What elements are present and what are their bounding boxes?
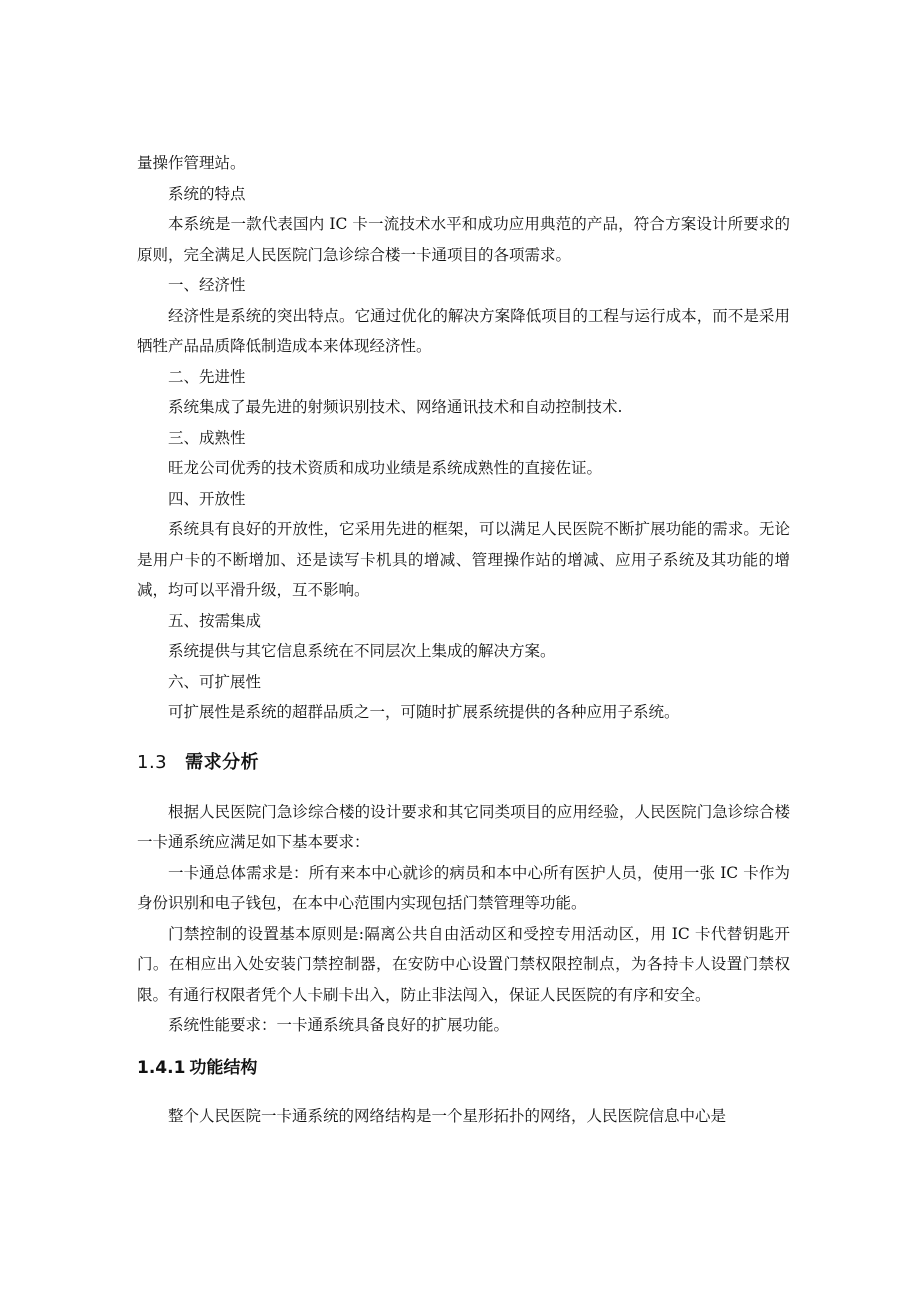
paragraph-card-requirements: 一卡通总体需求是：所有来本中心就诊的病员和本中心所有医护人员，使用一张 IC 卡作为身份识别和电子钱包，在本中心范围内实现包括门禁管理等功能。 [137, 863, 790, 912]
section-heading-1-4-1 [137, 1053, 790, 1083]
paragraph-advanced: 系统集成了最先进的射频识别技术、网络通讯技术和自动控制技术. [168, 398, 623, 416]
section-heading-1-3 [137, 748, 790, 778]
item-heading-advanced: 二、先进性 [168, 367, 246, 386]
item-heading-openness: 四、开放性 [168, 489, 246, 508]
paragraph-openness: 系统具有良好的开放性，它采用先进的框架，可以满足人民医院不断扩展功能的需求。无论是用户卡的不断增加、还是读写卡机具的增减、管理操作站的增减、应用子系统及其功能的增减，均可以平滑升级，互不影响。 [137, 520, 790, 599]
item-heading-maturity: 三、成熟性 [168, 428, 246, 447]
item-heading-integration: 五、按需集成 [168, 611, 262, 630]
paragraph-economy: 经济性是系统的突出特点。它通过优化的解决方案降低项目的工程与运行成本，而不是采用牺牲产品品质降低制造成本来体现经济性。 [137, 306, 790, 355]
section-title: 需求分析 [185, 751, 260, 773]
paragraph-performance: 系统性能要求：一卡通系统具备良好的扩展功能。 [168, 1016, 510, 1034]
paragraph-access-control: 门禁控制的设置基本原则是:隔离公共自由活动区和受控专用活动区，用 IC 卡代替钥匙开门。在相应出入处安装门禁控制器，在安防中心设置门禁权限控制点，为各持卡人设置门禁权限。有通行权限者凭个人卡刷卡出入，防止非法闯入，保证人民医院的有序和安全。 [137, 924, 790, 1004]
paragraph-features-heading: 系统的特点 [168, 184, 246, 203]
section-title: 功能结构 [189, 1057, 258, 1078]
document-body [137, 148, 790, 1131]
paragraph-extensibility: 可扩展性是系统的超群品质之一，可随时扩展系统提供的各种应用子系统。 [168, 703, 680, 721]
item-heading-extensibility: 六、可扩展性 [168, 672, 262, 691]
section-number: 1.3 [137, 751, 168, 773]
paragraph-network-structure: 整个人民医院一卡通系统的网络结构是一个星形拓扑的网络，人民医院信息中心是 [168, 1106, 727, 1125]
section-number: 1.4.1 [137, 1057, 186, 1078]
item-heading-economy: 一、经济性 [168, 276, 246, 294]
paragraph-maturity: 旺龙公司优秀的技术资质和成功业绩是系统成熟性的直接佐证。 [168, 459, 603, 477]
paragraph-continuation: 量操作管理站。 [137, 154, 246, 172]
paragraph-features-intro: 本系统是一款代表国内 IC 卡一流技术水平和成功应用典范的产品，符合方案设计所要求的原则，完全满足人民医院门急诊综合楼一卡通项目的各项需求。 [137, 215, 790, 264]
paragraph-integration: 系统提供与其它信息系统在不同层次上集成的解决方案。 [168, 642, 556, 660]
paragraph-requirements-intro: 根据人民医院门急诊综合楼的设计要求和其它同类项目的应用经验，人民医院门急诊综合楼一卡通系统应满足如下基本要求： [137, 802, 790, 851]
